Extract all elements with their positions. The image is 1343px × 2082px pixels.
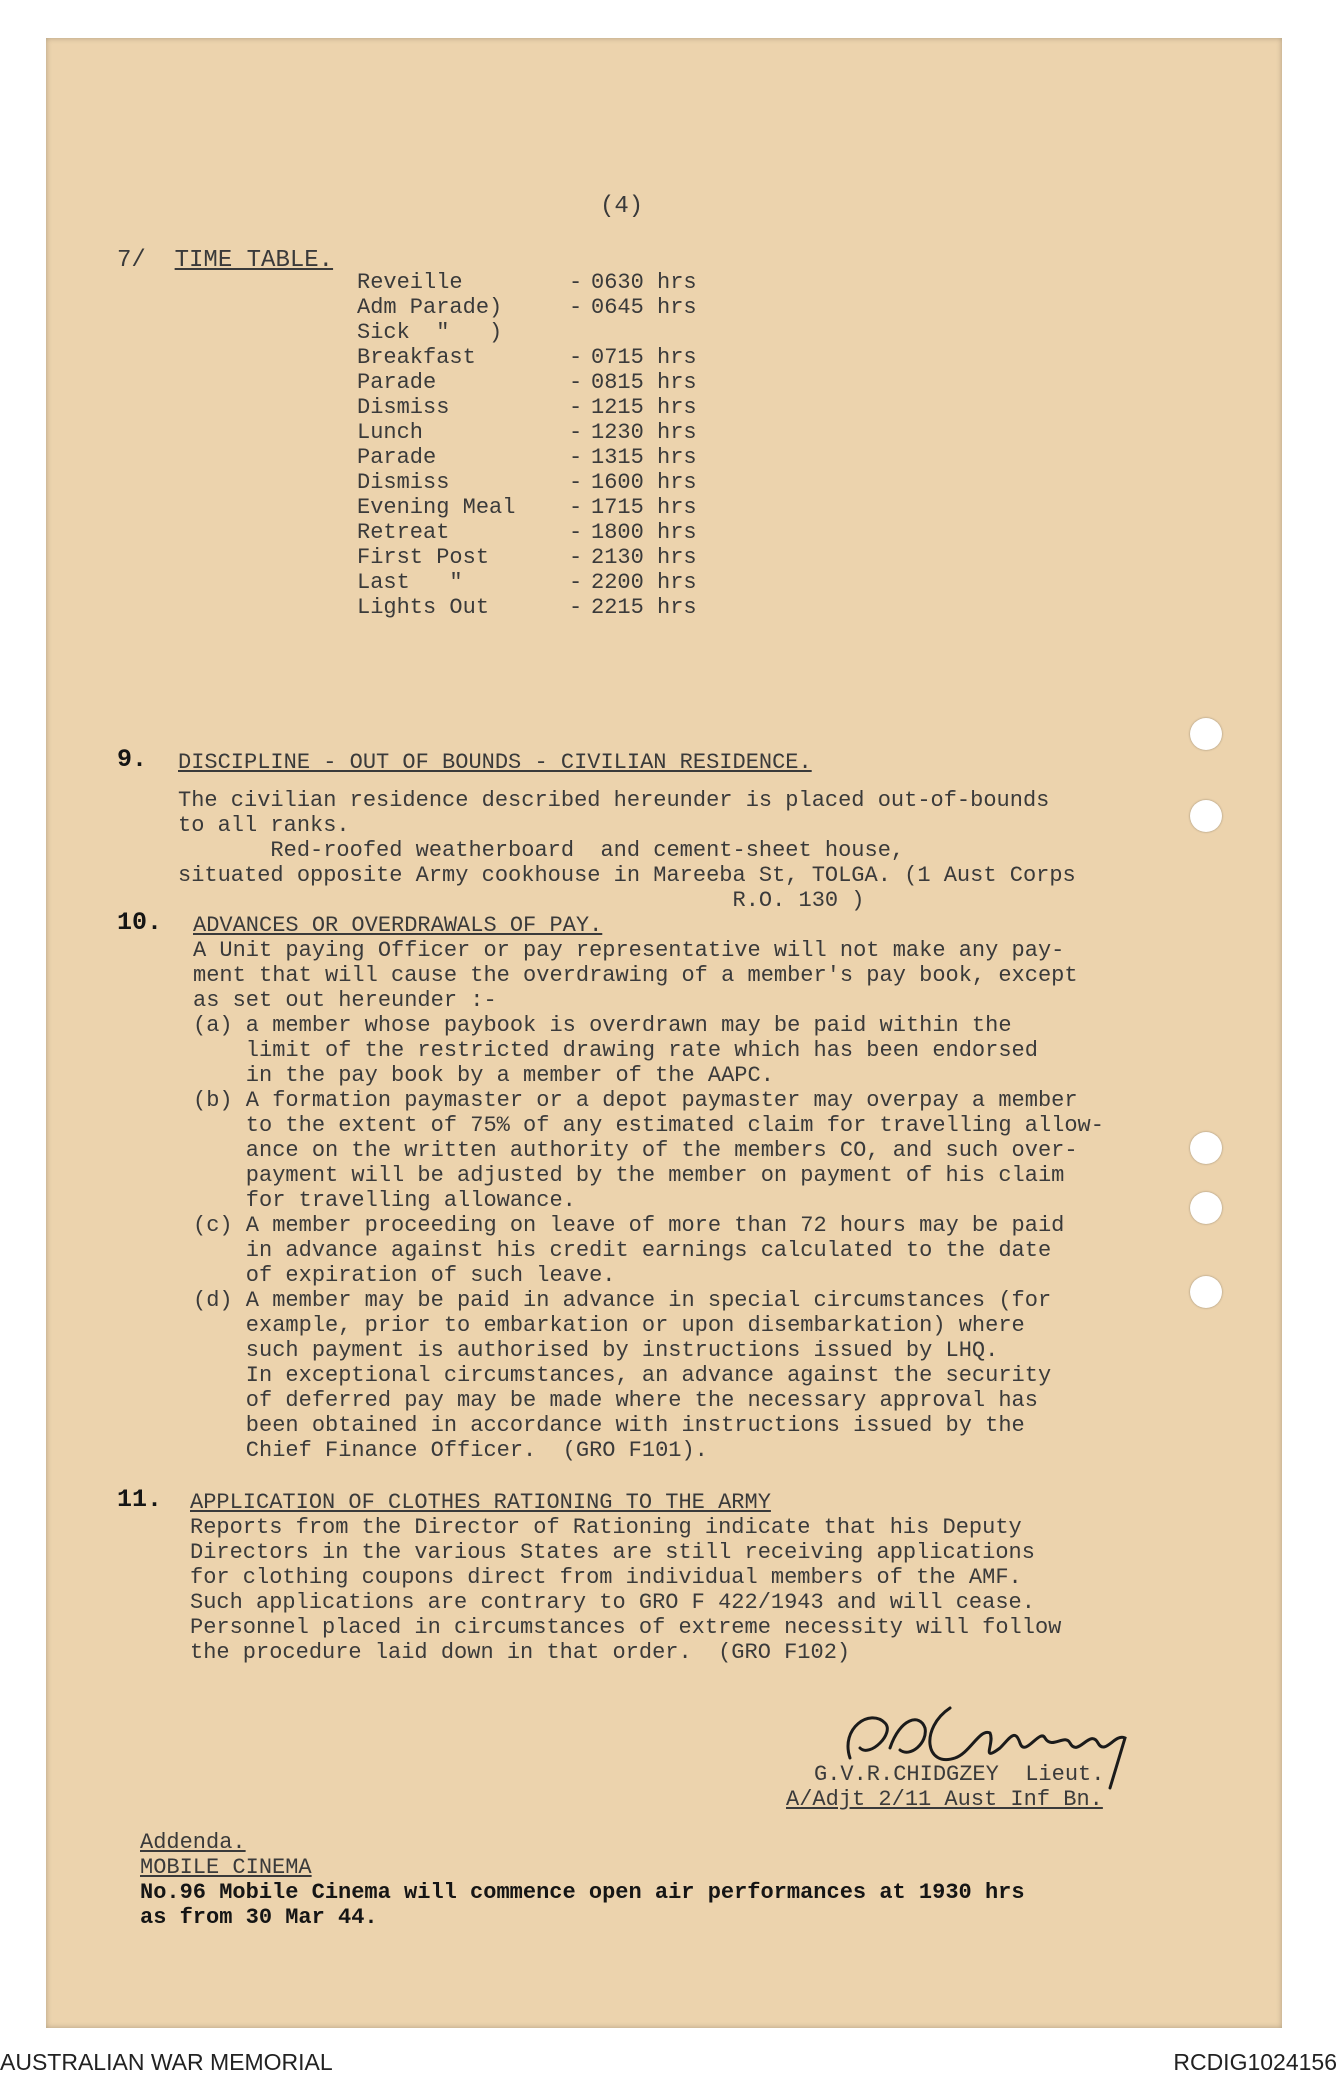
addendum-body [140, 1880, 1025, 1930]
body-line: payment will be adjusted by the member on payment of his claim [193, 1163, 1065, 1188]
time-table-time: 1800 hrs [591, 520, 697, 545]
time-table-row [357, 495, 697, 520]
time-table-dash: - [569, 345, 583, 370]
punch-hole [1190, 800, 1222, 832]
body-line: R.O. 130 ) [178, 888, 865, 913]
time-table-time: 1215 hrs [591, 395, 697, 420]
body-line: ance on the written authority of the members CO, and such over- [193, 1138, 1078, 1163]
time-table-time: 1715 hrs [591, 495, 697, 520]
time-table-row [357, 445, 697, 470]
time-table-dash: - [569, 445, 583, 470]
footer-record-id: RCDIG1024156 [1173, 2049, 1337, 2075]
time-table-row [357, 545, 697, 570]
body-line: In exceptional circumstances, an advance against the security [193, 1363, 1052, 1388]
time-table-dash: - [569, 495, 583, 520]
time-table-row [357, 520, 697, 545]
time-table-activity: First Post [357, 545, 490, 570]
body-line: as set out hereunder :- [193, 988, 497, 1013]
time-table-activity: Reveille [357, 270, 463, 295]
body-line: of deferred pay may be made where the necessary approval has [193, 1388, 1038, 1413]
punch-hole [1190, 718, 1222, 750]
time-table-row [357, 420, 697, 445]
section-10-body [193, 938, 1104, 1463]
body-line: Red-roofed weatherboard and cement-sheet house, [178, 838, 905, 863]
time-table-activity: Sick " ) [357, 320, 503, 345]
time-table-time: 1315 hrs [591, 445, 697, 470]
time-table-activity: Evening Meal [357, 495, 516, 520]
time-table-time: 2200 hrs [591, 570, 697, 595]
time-table-activity: Breakfast [357, 345, 476, 370]
body-line: in the pay book by a member of the AAPC. [193, 1063, 774, 1088]
time-table-activity: Dismiss [357, 395, 450, 420]
time-table-time: 1600 hrs [591, 470, 697, 495]
time-table-activity: Adm Parade) [357, 295, 503, 320]
page-number: (4) [600, 193, 644, 220]
body-line: for travelling allowance. [193, 1188, 576, 1213]
body-line: No.96 Mobile Cinema will commence open air performances at 1930 hrs [140, 1880, 1025, 1905]
time-table-row [357, 395, 697, 420]
body-line: Directors in the various States are still receiving applications [190, 1540, 1035, 1565]
body-line: limit of the restricted drawing rate which has been endorsed [193, 1038, 1038, 1063]
time-table-number: 7/ [117, 247, 146, 274]
punch-hole [1190, 1192, 1222, 1224]
time-table-dash: - [569, 395, 583, 420]
time-table-row [357, 270, 697, 295]
time-table-time: 2130 hrs [591, 545, 697, 570]
section-11-title: APPLICATION OF CLOTHES RATIONING TO THE ARMY [190, 1490, 771, 1515]
body-line: (a) a member whose paybook is overdrawn may be paid within the [193, 1013, 1012, 1038]
time-table-activity: Parade [357, 445, 437, 470]
section-10-number: 10. [117, 908, 163, 937]
time-table-activity: Lunch [357, 420, 424, 445]
body-line: ment that will cause the overdrawing of a member's pay book, except [193, 963, 1078, 988]
time-table-activity: Dismiss [357, 470, 450, 495]
body-line: Chief Finance Officer. (GRO F101). [193, 1438, 708, 1463]
signatory-name: G.V.R.CHIDGZEY Lieut. [814, 1762, 1105, 1787]
time-table-time: 0630 hrs [591, 270, 697, 295]
section-10-title: ADVANCES OR OVERDRAWALS OF PAY. [193, 913, 603, 938]
body-line: such payment is authorised by instructions issued by LHQ. [193, 1338, 999, 1363]
body-line: in advance against his credit earnings calculated to the date [193, 1238, 1052, 1263]
time-table-activity: Last " [357, 570, 463, 595]
punch-hole [1190, 1276, 1222, 1308]
time-table-activity: Retreat [357, 520, 450, 545]
body-line: (d) A member may be paid in advance in special circumstances (for [193, 1288, 1052, 1313]
time-table-dash: - [569, 470, 583, 495]
body-line: situated opposite Army cookhouse in Mareeba St, TOLGA. (1 Aust Corps [178, 863, 1076, 888]
body-line: (b) A formation paymaster or a depot paymaster may overpay a member [193, 1088, 1078, 1113]
body-line: Personnel placed in circumstances of extreme necessity will follow [190, 1615, 1062, 1640]
body-line: (c) A member proceeding on leave of more than 72 hours may be paid [193, 1213, 1065, 1238]
body-line: to all ranks. [178, 813, 350, 838]
signatory-title: A/Adjt 2/11 Aust Inf Bn. [786, 1787, 1103, 1812]
time-table-time: 0645 hrs [591, 295, 697, 320]
time-table-row [357, 320, 591, 345]
time-table-heading [117, 248, 333, 273]
section-9-body [178, 788, 1076, 913]
section-11-body [190, 1515, 1061, 1665]
time-table-time: 1230 hrs [591, 420, 697, 445]
time-table-dash: - [569, 520, 583, 545]
time-table-row [357, 370, 697, 395]
body-line: Such applications are contrary to GRO F 422/1943 and will cease. [190, 1590, 1035, 1615]
body-line: The civilian residence described hereunder is placed out-of-bounds [178, 788, 1050, 813]
time-table-row [357, 470, 697, 495]
time-table-dash: - [569, 270, 583, 295]
time-table-row [357, 295, 697, 320]
body-line: to the extent of 75% of any estimated claim for travelling allow- [193, 1113, 1104, 1138]
addendum-label: Addenda. [140, 1830, 246, 1855]
body-line: as from 30 Mar 44. [140, 1905, 378, 1930]
time-table-dash: - [569, 295, 583, 320]
body-line: been obtained in accordance with instructions issued by the [193, 1413, 1025, 1438]
time-table-dash: - [569, 570, 583, 595]
time-table-row [357, 345, 697, 370]
time-table-dash: - [569, 595, 583, 620]
time-table-dash: - [569, 370, 583, 395]
addendum-title: MOBILE CINEMA [140, 1855, 312, 1880]
time-table-activity: Lights Out [357, 595, 490, 620]
body-line: A Unit paying Officer or pay representative will not make any pay- [193, 938, 1065, 963]
body-line: of expiration of such leave. [193, 1263, 616, 1288]
time-table-time: 0815 hrs [591, 370, 697, 395]
time-table-dash: - [569, 545, 583, 570]
body-line: example, prior to embarkation or upon disembarkation) where [193, 1313, 1025, 1338]
body-line: the procedure laid down in that order. (GRO F102) [190, 1640, 851, 1665]
time-table-time: 2215 hrs [591, 595, 697, 620]
time-table-time: 0715 hrs [591, 345, 697, 370]
section-11-number: 11. [117, 1485, 163, 1514]
body-line: Reports from the Director of Rationing indicate that his Deputy [190, 1515, 1022, 1540]
footer-archive-name: AUSTRALIAN WAR MEMORIAL [0, 2049, 333, 2075]
time-table-row [357, 595, 697, 620]
section-9-title: DISCIPLINE - OUT OF BOUNDS - CIVILIAN RESIDENCE. [178, 750, 812, 775]
time-table-activity: Parade [357, 370, 437, 395]
body-line: for clothing coupons direct from individual members of the AMF. [190, 1565, 1022, 1590]
section-9-number: 9. [117, 745, 148, 774]
time-table-row [357, 570, 697, 595]
punch-hole [1190, 1132, 1222, 1164]
time-table-dash: - [569, 420, 583, 445]
time-table-title: TIME TABLE. [174, 247, 334, 274]
